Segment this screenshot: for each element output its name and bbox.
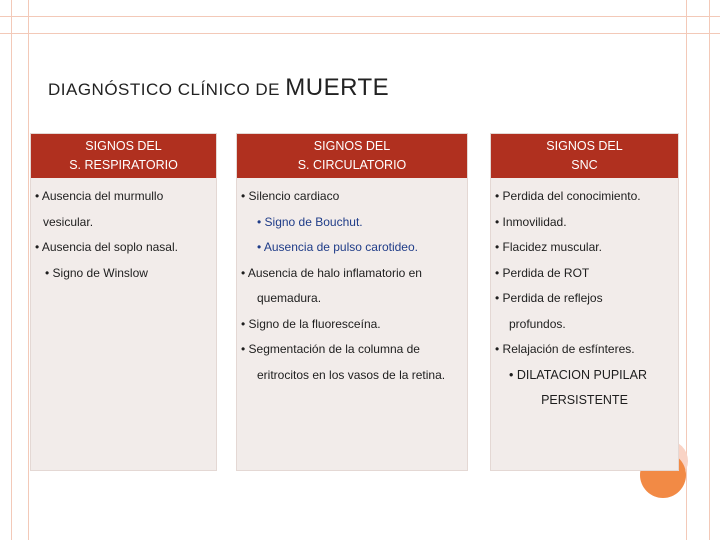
list-item: • Perdida de ROT <box>495 265 590 280</box>
list-item-continuation: quemadura. <box>257 291 322 305</box>
list-item: • Perdida de reflejos <box>495 291 603 305</box>
list-item: • Ausencia del murmullo <box>35 189 164 203</box>
column-respiratorio <box>30 133 217 471</box>
list-item: • Perdida del conocimiento. <box>495 189 641 203</box>
column-items <box>491 178 678 414</box>
list-item: • Ausencia del soplo nasal. <box>35 240 178 254</box>
list-item-sub: • Signo de Bouchut. <box>257 214 363 229</box>
column-items <box>31 178 216 286</box>
decorative-frame-top <box>0 16 720 34</box>
decorative-frame-left <box>11 0 29 540</box>
list-item: • Signo de la fluoresceína. <box>241 316 381 331</box>
list-item-continuation: profundos. <box>509 316 566 331</box>
list-item-continuation: eritrocitos en los vasos de la retina. <box>257 367 446 382</box>
list-item: • Silencio cardiaco <box>241 189 340 203</box>
column-circulatorio <box>236 133 468 471</box>
list-item: • Flacidez muscular. <box>495 240 602 254</box>
decorative-frame-right <box>686 0 710 540</box>
list-item-highlight-continuation: PERSISTENTE <box>541 393 628 407</box>
header-line-1: SIGNOS DEL <box>546 139 623 153</box>
list-item-sub: • Ausencia de pulso carotideo. <box>257 240 418 254</box>
header-line-2: S. CIRCULATORIO <box>297 158 407 172</box>
list-item-sub: • Signo de Winslow <box>45 265 148 280</box>
list-item: • Ausencia de halo inflamatorio en <box>241 265 422 280</box>
column-header <box>237 134 467 178</box>
header-line-2: SNC <box>571 158 598 172</box>
title-big-part: MUERTE <box>285 74 390 101</box>
list-item-continuation: vesicular. <box>43 214 94 229</box>
title-small-part: DIAGNÓSTICO CLÍNICO DE <box>48 80 281 99</box>
column-snc <box>490 133 679 471</box>
slide-title <box>48 74 389 102</box>
column-header <box>491 134 678 178</box>
header-line-2: S. RESPIRATORIO <box>69 158 178 172</box>
list-item: • Inmovilidad. <box>495 214 567 229</box>
list-item-highlight: • DILATACION PUPILAR <box>509 367 647 382</box>
column-header <box>31 134 216 178</box>
header-line-1: SIGNOS DEL <box>85 139 162 153</box>
column-items <box>237 178 467 388</box>
list-item: • Relajación de esfínteres. <box>495 342 635 356</box>
list-item: • Segmentación de la columna de <box>241 342 420 356</box>
header-line-1: SIGNOS DEL <box>313 139 391 153</box>
